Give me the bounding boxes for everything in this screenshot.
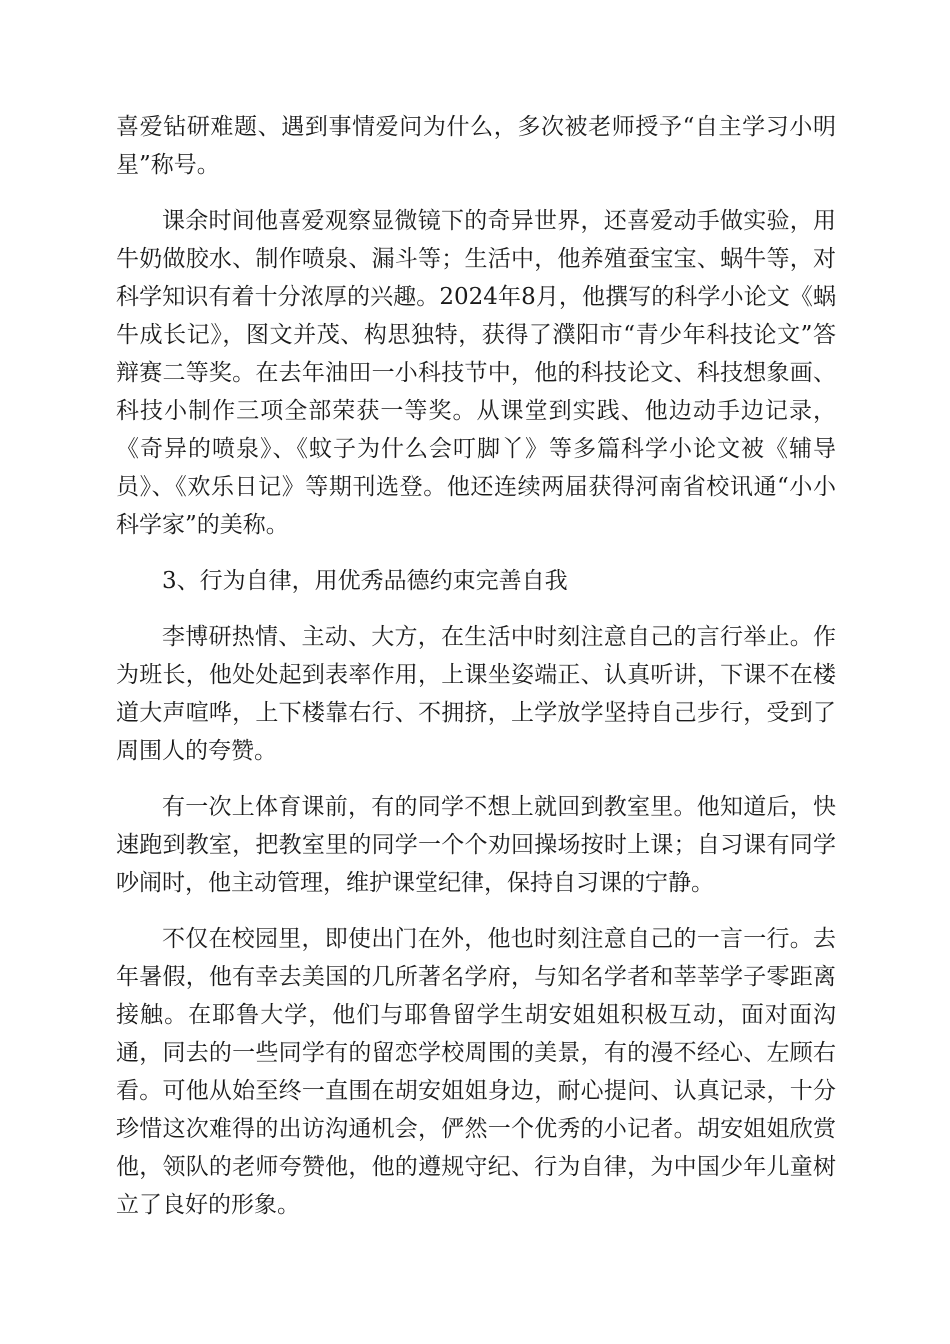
paragraph-pe-class: 有一次上体育课前，有的同学不想上就回到教室里。他知道后，快速跑到教室，把教室里的同学一个个劝回操场按时上课；自习课有同学吵闹时，他主动管理，维护课堂纪律，保持自习课的宁静。 xyxy=(116,794,836,896)
paragraph-class-monitor: 李博研热情、主动、大方，在生活中时刻注意自己的言行举止。作为班长，他处处起到表率作用，上课坐姿端正、认真听讲，下课不在楼道大声喧哗，上下楼靠右行、不拥挤，上学放学坚持自己步行，受到了周围人的夸赞。 xyxy=(116,624,836,764)
paragraph-continued-praise: 喜爱钻研难题、遇到事情爱问为什么，多次被老师授予“自主学习小明星”称号。 xyxy=(116,114,836,178)
section-heading-self-discipline: 3、行为自律，用优秀品德约束完善自我 xyxy=(162,568,568,594)
paragraph-yale-visit: 不仅在校园里，即使出门在外，他也时刻注意自己的一言一行。去年暑假，他有幸去美国的几所著名学府，与知名学者和莘莘学子零距离接触。在耶鲁大学，他们与耶鲁留学生胡安姐姐积极互动，面对面沟通，同去的一些同学有的留恋学校周围的美景，有的漫不经心、左顾右看。可他从始至终一直围在胡安姐姐身边，耐心提问、认真记录，十分珍惜这次难得的出访沟通机会，俨然一个优秀的小记者。胡安姐姐欣赏他，领队的老师夸赞他，他的遵规守纪、行为自律，为中国少年儿童树立了良好的形象。 xyxy=(116,926,836,1218)
document-body xyxy=(116,108,836,1242)
paragraph-science-interest: 课余时间他喜爱观察显微镜下的奇异世界，还喜爱动手做实验，用牛奶做胶水、制作喷泉、漏斗等；生活中，他养殖蚕宝宝、蜗牛等，对科学知识有着十分浓厚的兴趣。2024年8月，他撰写的科学小论文《蜗牛成长记》，图文并茂、构思独特，获得了濮阳市“青少年科技论文”答辩赛二等奖。在去年油田一小科技节中，他的科技论文、科技想象画、科技小制作三项全部荣获一等奖。从课堂到实践、他边动手边记录，《奇异的喷泉》、《蚊子为什么会叮脚丫》等多篇科学小论文被《辅导员》、《欢乐日记》等期刊选登。他还连续两届获得河南省校讯通“小小科学家”的美称。 xyxy=(116,208,836,538)
